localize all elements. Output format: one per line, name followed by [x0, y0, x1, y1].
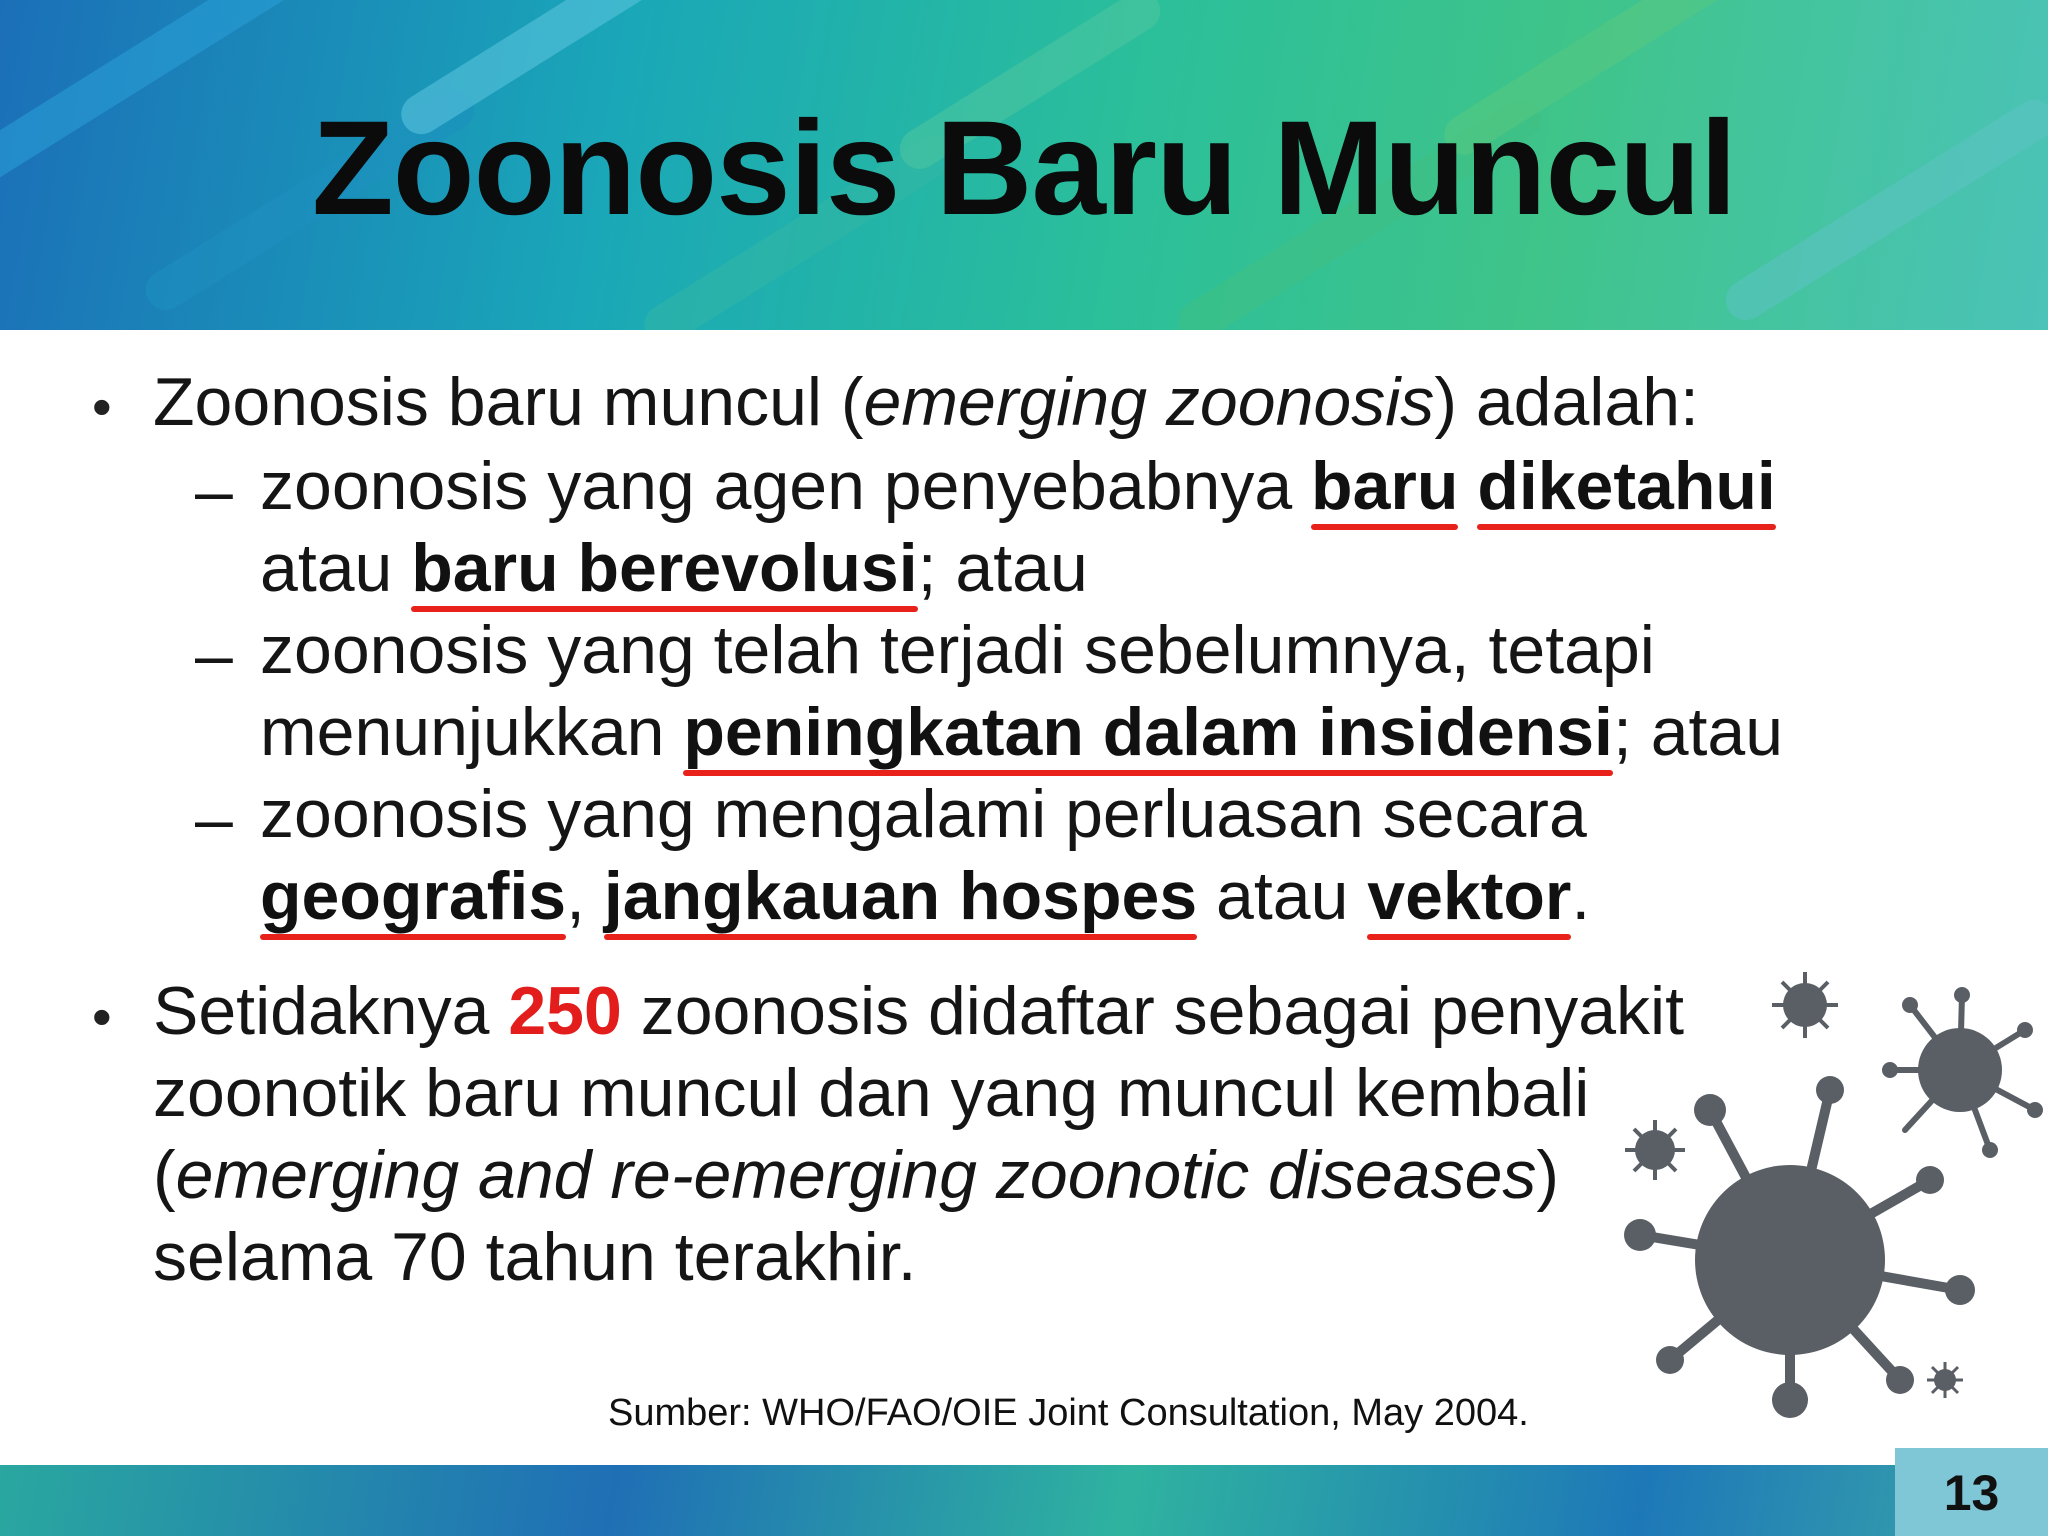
- slide-title: Zoonosis Baru Muncul: [311, 94, 1737, 243]
- emphasis-jangkauan-hospes: jangkauan hospes: [603, 858, 1198, 934]
- separator: ,: [566, 858, 604, 934]
- dash-marker: –: [195, 781, 233, 857]
- sub-2-line-1: zoonosis yang telah terjadi sebelumnya, tetapi: [260, 612, 1655, 688]
- emphasis-baru-berevolusi: baru berevolusi: [411, 530, 918, 606]
- bullet-2-line-2: zoonotik baru muncul dan yang muncul kembali: [153, 1055, 1590, 1131]
- footer-banner: [0, 1465, 2048, 1536]
- source-citation: Sumber: WHO/FAO/OIE Joint Consultation, May 2004.: [608, 1392, 1529, 1434]
- bullet-1-text: Zoonosis baru muncul (: [153, 364, 864, 440]
- emphasis-vektor: vektor: [1367, 858, 1572, 934]
- period: .: [1571, 858, 1591, 934]
- sub-1-text-2: atau: [260, 530, 412, 606]
- bullet-2-line-1: [153, 973, 1685, 1049]
- emphasis-peningkatan-insidensi: peningkatan dalam insidensi: [683, 694, 1613, 770]
- paren-close: ): [1536, 1137, 1560, 1213]
- bullet-2-italic: emerging and re-emerging zoonotic diseases: [175, 1137, 1537, 1213]
- emphasis-diketahui: diketahui: [1477, 448, 1776, 524]
- page-number: 13: [1943, 1465, 2000, 1521]
- sub-1-line-1: [260, 448, 1776, 524]
- bullet-marker: •: [92, 985, 112, 1048]
- emphasis-geografis: geografis: [260, 858, 567, 934]
- bullet-1-text-end: ) adalah:: [1434, 364, 1699, 440]
- sub-1-text: zoonosis yang agen penyebabnya: [260, 448, 1312, 524]
- bullet-2-line-3: [153, 1137, 1560, 1213]
- bullet-1-italic: emerging zoonosis: [863, 364, 1435, 440]
- highlight-number: 250: [508, 973, 622, 1049]
- sub-3-line-2: [260, 858, 1591, 934]
- bullet-2-text: Setidaknya: [153, 973, 509, 1049]
- bullet-2-line-4: selama 70 tahun terakhir.: [153, 1219, 917, 1295]
- sub-3-line-1: zoonosis yang mengalami perluasan secara: [260, 776, 1587, 852]
- header-banner: [0, 0, 2048, 330]
- sub-1-text-3: ; atau: [917, 530, 1088, 606]
- virus-icon: [1600, 960, 2048, 1420]
- dash-marker: –: [195, 617, 233, 693]
- dash-marker: –: [195, 453, 233, 529]
- bullet-marker: •: [92, 375, 112, 438]
- paren-open: (: [153, 1137, 176, 1213]
- bullet-2-text-end: zoonosis didaftar sebagai penyakit: [621, 973, 1685, 1049]
- emphasis-baru: baru: [1311, 448, 1459, 524]
- connector-text: atau: [1197, 858, 1368, 934]
- sub-1-line-2: [260, 530, 1088, 606]
- sub-2-line-2: [260, 694, 1784, 770]
- sub-2-text-end: ; atau: [1612, 694, 1784, 770]
- bullet-1: [153, 364, 1699, 440]
- sub-2-text: menunjukkan: [260, 694, 684, 770]
